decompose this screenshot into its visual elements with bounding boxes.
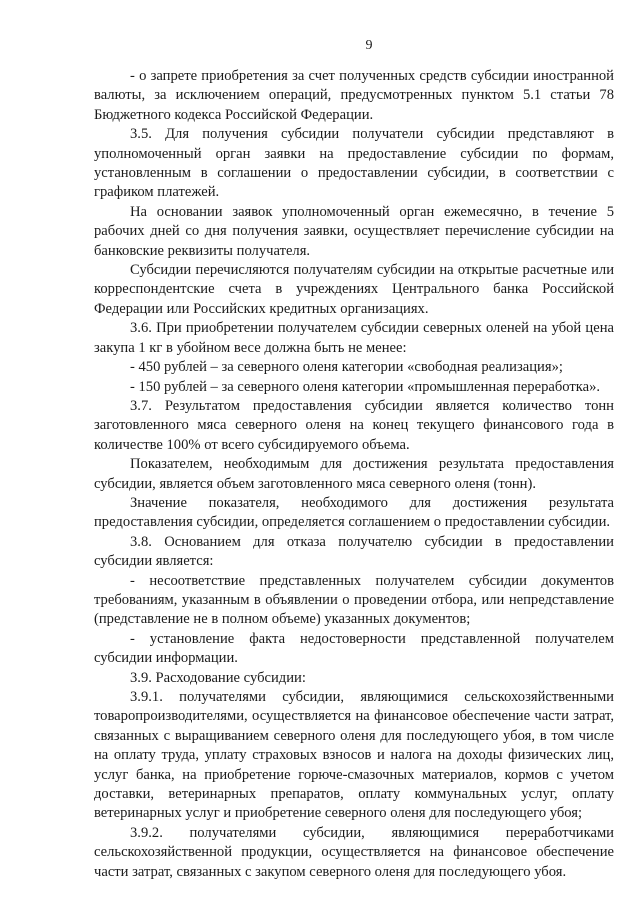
list-item-false-information: - установление факта недостоверности представленной получателем субсидии информации.: [94, 630, 614, 667]
page-number: 9: [365, 38, 373, 53]
paragraph-indicator-value: Значение показателя, необходимого для достижения результата предоставления субсидии, определяется соглашением о предоставлении субсидии.: [94, 494, 614, 531]
paragraph-3-9-2: 3.9.2. получателями субсидии, являющимися переработчиками сельскохозяйственной продукции, осуществляется на финансовое обеспечение части затрат, связанных с закупом северного оленя для последующего убоя.: [94, 824, 614, 880]
list-item-price-processing: - 150 рублей – за северного оленя категории «промышленная переработка».: [130, 378, 601, 395]
paragraph-bank-accounts: Субсидии перечисляются получателям субсидии на открытые расчетные или корреспондентские счета в учреждениях Центрального банка Российской Федерации или Российских кредитных организациях.: [94, 262, 614, 317]
paragraph-3-8: 3.8. Основанием для отказа получателю субсидии в предоставлении субсидии является:: [94, 533, 614, 570]
paragraph-transfer-schedule: На основании заявок уполномоченный орган ежемесячно, в течение 5 рабочих дней со дня получения заявки, осуществляет перечисление субсидии на банковские реквизиты получателя.: [94, 203, 614, 259]
list-item-documents-mismatch: - несоответствие представленных получателем субсидии документов требованиям, указанным в объявлении о проведении отбора, или непредставление (представление не в полном объеме) указанных документов;: [94, 572, 614, 628]
paragraph-3-9-1: 3.9.1. получателями субсидии, являющимися сельскохозяйственными товаропроизводителями, осуществляется на финансовое обеспечение части затрат, связанных с выращиванием северного оленя для последующего убоя, в том числе на оплату труда, уплату страховых взносов и налога на доходы физических лиц, услуг банка, на приобретение горюче-смазочных материалов, кормов с учетом доставки, ветеринарных препаратов, оплату коммунальных услуг, оплату ветеринарных услуг и приобретение северного оленя для последующего убоя;: [94, 689, 614, 822]
paragraph-indicator: Показателем, необходимым для достижения результата предоставления субсидии, является объем заготовленного мяса северного оленя (тонн).: [94, 456, 614, 492]
paragraph-3-9: 3.9. Расходование субсидии:: [130, 669, 306, 686]
list-item-price-free-sale: - 450 рублей – за северного оленя категории «свободная реализация»;: [130, 359, 563, 376]
paragraph-currency-prohibition: - о запрете приобретения за счет полученных средств субсидии иностранной валюты, за исключением операций, предусмотренных пунктом 5.1 статьи 78 Бюджетного кодекса Российской Федерации.: [94, 68, 614, 123]
paragraph-3-6: 3.6. При приобретении получателем субсидии северных оленей на убой цена закупа 1 кг в убойном весе должна быть не менее:: [94, 320, 614, 356]
paragraph-3-5: 3.5. Для получения субсидии получатели субсидии представляют в уполномоченный орган заявки на предоставление субсидии по формам, установленным в соглашении о предоставлении субсидии, в соответствии с графиком платежей.: [94, 126, 614, 201]
paragraph-3-7: 3.7. Результатом предоставления субсидии является количество тонн заготовленного мяса северного оленя на конец текущего финансового года в количестве 100% от всего субсидируемого объема.: [94, 397, 614, 453]
